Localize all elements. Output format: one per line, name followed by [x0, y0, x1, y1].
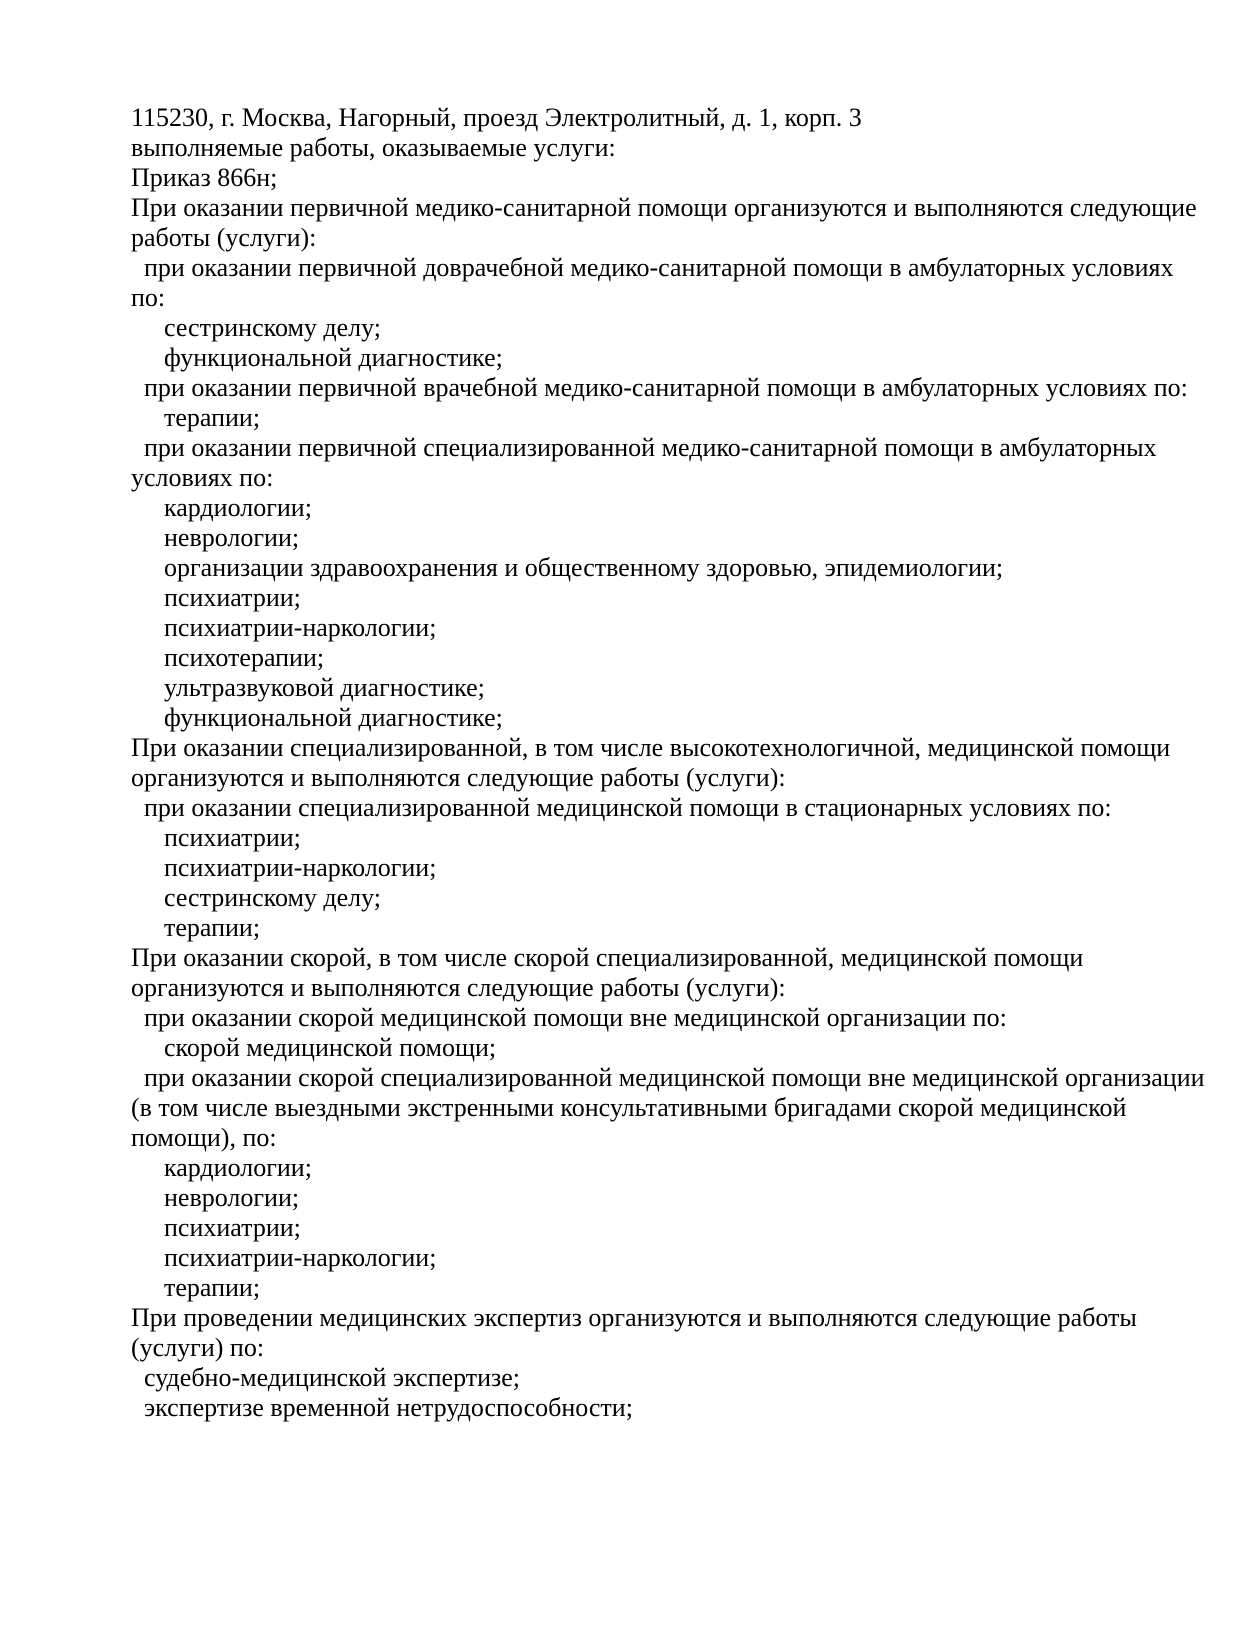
- text-line: выполняемые работы, оказываемые услуги:: [131, 133, 616, 162]
- text-line: терапии;: [164, 403, 261, 432]
- text-line: организации здравоохранения и общественному здоровью, эпидемиологии;: [164, 553, 1004, 582]
- text-line: по:: [131, 283, 166, 312]
- text-line: при оказании первичной специализированной медико-санитарной помощи в амбулаторных: [144, 433, 1157, 462]
- text-line: помощи), по:: [131, 1123, 277, 1152]
- text-line: сестринскому делу;: [164, 883, 382, 912]
- text-line: При проведении медицинских экспертиз организуются и выполняются следующие работы: [131, 1303, 1137, 1332]
- text-line: при оказании специализированной медицинской помощи в стационарных условиях по:: [144, 793, 1112, 822]
- text-line: организуются и выполняются следующие работы (услуги):: [131, 763, 786, 792]
- text-line: при оказании скорой специализированной медицинской помощи вне медицинской организации: [144, 1063, 1205, 1092]
- text-line: (в том числе выездными экстренными консультативными бригадами скорой медицинской: [131, 1093, 1127, 1122]
- text-line: работы (услуги):: [131, 223, 317, 252]
- text-line: При оказании первичной медико-санитарной помощи организуются и выполняются следующие: [131, 193, 1197, 222]
- text-line: При оказании специализированной, в том числе высокотехнологичной, медицинской помощи: [131, 733, 1171, 762]
- text-line: экспертизе временной нетрудоспособности;: [144, 1393, 633, 1422]
- text-line: психиатрии-наркологии;: [164, 853, 437, 882]
- text-line: терапии;: [164, 913, 261, 942]
- text-line: функциональной диагностике;: [164, 343, 503, 372]
- text-line: психиатрии;: [164, 1213, 301, 1242]
- text-line: организуются и выполняются следующие работы (услуги):: [131, 973, 786, 1002]
- text-line: психотерапии;: [164, 643, 325, 672]
- text-line: ультразвуковой диагностике;: [164, 673, 485, 702]
- text-line: психиатрии-наркологии;: [164, 613, 437, 642]
- text-line: сестринскому делу;: [164, 313, 382, 342]
- text-line: судебно-медицинской экспертизе;: [144, 1363, 521, 1392]
- text-line: неврологии;: [164, 1183, 300, 1212]
- text-line: при оказании скорой медицинской помощи вне медицинской организации по:: [144, 1003, 1007, 1032]
- text-line: функциональной диагностике;: [164, 703, 503, 732]
- text-line: При оказании скорой, в том числе скорой специализированной, медицинской помощи: [131, 943, 1084, 972]
- text-line: условиях по:: [131, 463, 274, 492]
- text-line: скорой медицинской помощи;: [164, 1033, 497, 1062]
- text-line: при оказании первичной доврачебной медико-санитарной помощи в амбулаторных условиях: [144, 253, 1174, 282]
- text-line: Приказ 866н;: [131, 163, 278, 192]
- text-line: психиатрии;: [164, 823, 301, 852]
- text-line: терапии;: [164, 1273, 261, 1302]
- text-line: психиатрии-наркологии;: [164, 1243, 437, 1272]
- license-works-text: [131, 103, 1232, 1423]
- text-line: кардиологии;: [164, 493, 312, 522]
- text-line: 115230, г. Москва, Нагорный, проезд Электролитный, д. 1, корп. 3: [131, 103, 862, 132]
- text-line: при оказании первичной врачебной медико-санитарной помощи в амбулаторных условиях по:: [144, 373, 1188, 402]
- text-line: неврологии;: [164, 523, 300, 552]
- text-line: (услуги) по:: [131, 1333, 265, 1362]
- text-line: психиатрии;: [164, 583, 301, 612]
- text-line: кардиологии;: [164, 1153, 312, 1182]
